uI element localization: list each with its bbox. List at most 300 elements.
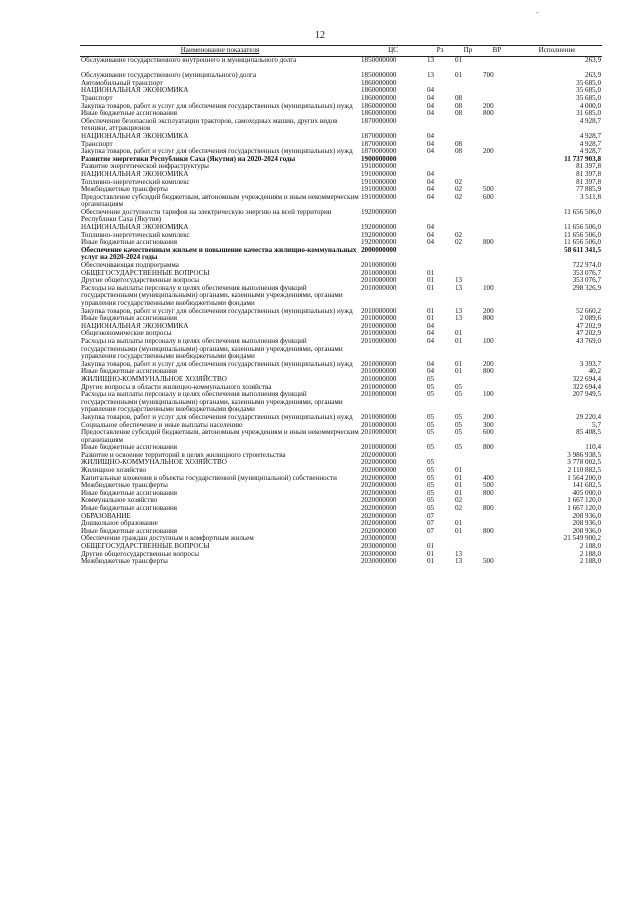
cell-sum: 353 076,7 — [572, 268, 601, 277]
cell-vr: 200 — [483, 306, 494, 315]
cell-pr — [454, 535, 482, 543]
table-body — [80, 56, 602, 566]
cell-sum: 11 656 506,0 — [564, 230, 601, 239]
corner-mark: - — [536, 8, 539, 17]
cell-name: Иные бюджетные ассигнования — [81, 526, 178, 535]
header-rz: Рз — [426, 46, 454, 57]
cell-pr: 01 — [455, 466, 463, 475]
cell-cs: 2020000000 — [361, 526, 397, 535]
cell-cs: 2010000000 — [361, 412, 397, 421]
cell-sum: 207 949,5 — [572, 390, 601, 399]
cell-name: Развитие энергетики Республики Саха (Якутия) на 2020-2024 годы — [81, 154, 296, 163]
cell-name: Другие вопросы в области жилищно-коммунального хозяйства — [81, 382, 272, 391]
cell-cs: 1910000000 — [361, 192, 397, 201]
table-row — [80, 118, 602, 133]
cell-name: Жилищное хозяйство — [81, 466, 147, 475]
cell-cs: 2010000000 — [361, 283, 397, 292]
cell-pr — [454, 247, 482, 262]
cell-sum: 35 685,0 — [576, 86, 601, 95]
cell-sum: 11 656 506,0 — [564, 223, 601, 232]
cell-pr — [454, 118, 482, 133]
cell-cs: 2010000000 — [361, 329, 397, 338]
cell-pr: 01 — [455, 329, 463, 338]
cell-cs: 2020000000 — [361, 504, 397, 513]
cell-pr: 05 — [455, 412, 463, 421]
cell-sum: 47 202,9 — [576, 321, 601, 330]
cell-vr — [482, 459, 512, 467]
cell-cs: 2030000000 — [361, 534, 397, 543]
table-row — [80, 133, 602, 141]
cell-pr — [454, 156, 482, 164]
budget-table — [80, 45, 602, 566]
table-row — [80, 87, 602, 95]
cell-vr — [482, 87, 512, 95]
cell-cs: 2020000000 — [361, 496, 397, 505]
cell-name: Закупка товаров, работ и услуг для обеспечения государственных (муниципальных) нужд — [81, 101, 353, 110]
cell-name: НАЦИОНАЛЬНАЯ ЭКОНОМИКА — [81, 321, 189, 330]
cell-name: Обеспечивающая подпрограмма — [81, 261, 179, 270]
cell-vr: 800 — [483, 314, 494, 323]
cell-sum: 263,9 — [585, 55, 601, 64]
cell-sum: 208 936,0 — [572, 526, 601, 535]
cell-sum: 58 611 341,5 — [564, 245, 601, 254]
cell-cs: 1920000000 — [361, 238, 397, 247]
cell-rz — [426, 209, 454, 224]
cell-pr: 08 — [455, 109, 463, 118]
table-row — [80, 338, 602, 361]
cell-vr — [482, 133, 512, 141]
cell-sum: 405 000,0 — [572, 488, 601, 497]
cell-pr: 05 — [455, 428, 463, 437]
cell-sum: 4 928,7 — [579, 131, 601, 140]
cell-vr: 200 — [483, 147, 494, 156]
cell-rz: 04 — [427, 109, 435, 118]
cell-cs: 1870000000 — [361, 147, 397, 156]
cell-vr — [482, 452, 512, 460]
cell-vr — [482, 156, 512, 164]
cell-vr: 500 — [483, 185, 494, 194]
cell-sum: 5,7 — [592, 420, 601, 429]
cell-vr: 800 — [483, 504, 494, 513]
cell-sum: 35 685,0 — [576, 93, 601, 102]
cell-sum: 3 778 002,5 — [567, 458, 601, 467]
cell-sum: 81 397,8 — [576, 162, 601, 171]
cell-name: Закупка товаров, работ и услуг для обеспечения государственных (муниципальных) нужд — [81, 306, 353, 315]
cell-cs: 1910000000 — [361, 177, 397, 186]
cell-rz: 04 — [427, 367, 435, 376]
cell-sum: 353 076,7 — [572, 276, 601, 285]
cell-name: Иные бюджетные ассигнования — [81, 238, 178, 247]
cell-vr: 100 — [483, 390, 494, 399]
cell-pr: 08 — [455, 101, 463, 110]
cell-pr: 13 — [455, 283, 463, 292]
cell-cs: 2020000000 — [361, 511, 397, 520]
cell-pr — [454, 262, 482, 270]
cell-vr: 800 — [483, 443, 494, 452]
cell-rz: 01 — [427, 276, 435, 285]
cell-vr — [482, 80, 512, 88]
cell-name: НАЦИОНАЛЬНАЯ ЭКОНОМИКА — [81, 223, 189, 232]
cell-rz: 04 — [427, 139, 435, 148]
cell-pr: 02 — [455, 496, 463, 505]
cell-sum: 81 397,8 — [576, 169, 601, 178]
cell-name: Обеспечение качественным жильем и повышение качества жилищно-коммунальных услуг на 2020-2024 годы — [81, 245, 357, 262]
cell-name: Топливно-энергетический комплекс — [81, 230, 190, 239]
cell-sum: 2 110 882,5 — [567, 466, 601, 475]
cell-pr: 08 — [455, 139, 463, 148]
cell-name: Топливно-энергетический комплекс — [81, 177, 190, 186]
cell-pr: 01 — [455, 526, 463, 535]
cell-sum: 2 188,0 — [579, 549, 601, 558]
cell-cs: 2010000000 — [361, 382, 397, 391]
cell-name: НАЦИОНАЛЬНАЯ ЭКОНОМИКА — [81, 131, 189, 140]
cell-name: Закупка товаров, работ и услуг для обеспечения государственных (муниципальных) нужд — [81, 147, 353, 156]
header-cs: ЦС — [360, 46, 426, 57]
cell-cs: 1870000000 — [361, 131, 397, 140]
cell-cs: 1860000000 — [361, 101, 397, 110]
cell-cs: 2010000000 — [361, 261, 397, 270]
cell-rz: 13 — [427, 71, 435, 80]
cell-vr — [482, 209, 512, 224]
cell-cs: 2020000000 — [361, 466, 397, 475]
cell-cs: 2010000000 — [361, 428, 397, 437]
cell-rz: 05 — [427, 390, 435, 399]
cell-sum: 722 974,0 — [572, 261, 601, 270]
cell-vr — [482, 247, 512, 262]
cell-cs: 2020000000 — [361, 519, 397, 528]
cell-pr: 13 — [455, 306, 463, 315]
table-row — [80, 505, 602, 513]
cell-rz: 04 — [427, 86, 435, 95]
cell-name: ОБЩЕГОСУДАРСТВЕННЫЕ ВОПРОСЫ — [81, 268, 210, 277]
cell-vr — [482, 323, 512, 331]
table-row — [80, 459, 602, 467]
cell-rz: 04 — [427, 329, 435, 338]
cell-sum: 263,9 — [585, 71, 601, 80]
cell-vr: 800 — [483, 109, 494, 118]
cell-vr: 100 — [483, 283, 494, 292]
cell-name: Межбюджетные трансферты — [81, 185, 168, 194]
cell-name: ЖИЛИЩНО-КОММУНАЛЬНОЕ ХОЗЯЙСТВО — [81, 458, 227, 467]
cell-rz: 07 — [427, 511, 435, 520]
cell-rz: 04 — [427, 185, 435, 194]
cell-rz: 07 — [427, 526, 435, 535]
cell-rz: 05 — [427, 428, 435, 437]
cell-sum: 21 549 900,2 — [563, 534, 601, 543]
cell-cs: 2000000000 — [361, 245, 397, 254]
cell-pr: 08 — [455, 147, 463, 156]
cell-cs: 2020000000 — [361, 458, 397, 467]
cell-cs: 2020000000 — [361, 450, 397, 459]
cell-sum: 77 885,9 — [576, 185, 601, 194]
cell-pr — [454, 80, 482, 88]
table-row — [80, 490, 602, 498]
table-row — [80, 56, 602, 64]
cell-rz: 05 — [427, 374, 435, 383]
cell-rz: 04 — [427, 230, 435, 239]
cell-pr: 02 — [455, 504, 463, 513]
cell-cs: 1860000000 — [361, 93, 397, 102]
table-row — [80, 209, 602, 224]
cell-name: Социальное обеспечение и иные выплаты населению — [81, 420, 243, 429]
cell-vr — [482, 262, 512, 270]
cell-rz: 05 — [427, 458, 435, 467]
cell-sum: 2 188,0 — [579, 557, 601, 566]
cell-name: Иные бюджетные ассигнования — [81, 504, 178, 513]
cell-pr: 13 — [455, 314, 463, 323]
cell-pr: 05 — [455, 382, 463, 391]
table-row — [80, 285, 602, 308]
cell-name: Обеспечение граждан доступным и комфортным жильем — [81, 534, 254, 543]
cell-vr: 800 — [483, 488, 494, 497]
cell-sum: 4 928,7 — [579, 116, 601, 125]
cell-sum: 2 089,6 — [579, 314, 601, 323]
cell-name: Транспорт — [81, 139, 113, 148]
cell-cs: 2010000000 — [361, 367, 397, 376]
cell-name: ОБЩЕГОСУДАРСТВЕННЫЕ ВОПРОСЫ — [81, 542, 210, 550]
cell-name: Автомобильный транспорт — [81, 78, 163, 87]
cell-rz: 13 — [427, 55, 435, 64]
cell-name: Иные бюджетные ассигнования — [81, 443, 178, 452]
cell-cs: 1910000000 — [361, 169, 397, 178]
table-row — [80, 247, 602, 262]
cell-pr — [454, 163, 482, 171]
cell-rz — [426, 118, 454, 133]
cell-vr — [482, 118, 512, 133]
cell-sum: 29 220,4 — [576, 412, 601, 421]
cell-sum: 11 656 506,0 — [564, 238, 601, 247]
cell-pr: 05 — [455, 390, 463, 399]
cell-pr: 02 — [455, 192, 463, 201]
cell-rz: 05 — [427, 496, 435, 505]
cell-name: Другие общегосударственные вопросы — [81, 549, 199, 558]
cell-cs: 2020000000 — [361, 481, 397, 490]
cell-sum: 47 202,9 — [576, 329, 601, 338]
cell-sum: 110,4 — [585, 443, 601, 452]
cell-vr: 600 — [483, 428, 494, 437]
cell-cs: 2010000000 — [361, 390, 397, 399]
cell-sum: 1 667 120,0 — [567, 504, 601, 513]
cell-rz: 04 — [427, 192, 435, 201]
cell-pr: 02 — [455, 238, 463, 247]
cell-name: Иные бюджетные ассигнования — [81, 109, 178, 118]
cell-rz: 01 — [427, 542, 435, 550]
cell-name: Предоставление субсидий бюджетным, автономным учреждениям и иным некоммерческим организациям — [81, 428, 359, 444]
cell-pr: 13 — [455, 557, 463, 566]
cell-name: Общеэкономические вопросы — [81, 329, 172, 338]
header-name: Наименование показателя — [80, 46, 360, 57]
cell-rz: 01 — [427, 557, 435, 566]
cell-name: Развитие энергетической инфраструктуры — [81, 162, 209, 171]
cell-name: Иные бюджетные ассигнования — [81, 367, 178, 376]
cell-vr — [482, 56, 512, 64]
cell-sum: 2 188,0 — [579, 542, 601, 550]
cell-rz: 05 — [427, 420, 435, 429]
cell-vr — [482, 270, 512, 278]
table-row — [80, 391, 602, 414]
cell-rz: 04 — [427, 177, 435, 186]
cell-sum: 3 511,8 — [579, 192, 601, 201]
cell-cs: 1920000000 — [361, 207, 397, 216]
cell-pr: 02 — [455, 230, 463, 239]
cell-pr: 01 — [455, 359, 463, 368]
cell-sum: 141 682,5 — [572, 481, 601, 490]
cell-name: НАЦИОНАЛЬНАЯ ЭКОНОМИКА — [81, 169, 189, 178]
cell-cs: 1850000000 — [361, 71, 397, 80]
cell-name: Межбюджетные трансферты — [81, 481, 168, 490]
cell-vr — [482, 224, 512, 232]
cell-rz: 05 — [427, 382, 435, 391]
cell-vr: 200 — [483, 359, 494, 368]
cell-cs: 2010000000 — [361, 306, 397, 315]
cell-rz: 04 — [427, 93, 435, 102]
cell-pr: 01 — [455, 336, 463, 345]
cell-sum: 4 000,0 — [579, 101, 601, 110]
cell-sum: 31 685,0 — [576, 109, 601, 118]
table-row — [80, 558, 602, 566]
cell-cs: 2010000000 — [361, 443, 397, 452]
cell-cs: 2010000000 — [361, 374, 397, 383]
cell-pr: 01 — [455, 367, 463, 376]
cell-name: Иные бюджетные ассигнования — [81, 314, 178, 323]
cell-vr: 400 — [483, 473, 494, 482]
cell-sum: 3 393,7 — [579, 359, 601, 368]
cell-rz: 04 — [427, 147, 435, 156]
cell-sum: 43 769,0 — [576, 336, 601, 345]
cell-sum: 1 564 200,0 — [567, 473, 601, 482]
cell-name: НАЦИОНАЛЬНАЯ ЭКОНОМИКА — [81, 86, 189, 95]
cell-rz: 01 — [427, 306, 435, 315]
cell-cs: 2030000000 — [361, 549, 397, 558]
cell-cs: 2010000000 — [361, 359, 397, 368]
cell-rz: 01 — [427, 283, 435, 292]
cell-rz: 04 — [427, 131, 435, 140]
cell-vr: 500 — [483, 557, 494, 566]
cell-rz: 07 — [427, 519, 435, 528]
cell-name: ЖИЛИЩНО-КОММУНАЛЬНОЕ ХОЗЯЙСТВО — [81, 374, 227, 383]
cell-pr — [454, 452, 482, 460]
cell-sum: 322 694,4 — [572, 382, 601, 391]
cell-vr: 800 — [483, 526, 494, 535]
cell-rz: 05 — [427, 466, 435, 475]
cell-cs: 1870000000 — [361, 139, 397, 148]
cell-rz: 05 — [427, 481, 435, 490]
cell-rz — [426, 247, 454, 262]
cell-cs: 2010000000 — [361, 314, 397, 323]
cell-rz: 05 — [427, 412, 435, 421]
cell-name: Дошкольное образование — [81, 519, 158, 528]
cell-cs: 2020000000 — [361, 473, 397, 482]
cell-sum: 11 656 506,0 — [564, 207, 601, 216]
cell-sum: 1 667 120,0 — [567, 496, 601, 505]
cell-sum: 4 928,7 — [579, 147, 601, 156]
cell-name: Капитальные вложения в объекты государственной (муниципальной) собственности — [81, 473, 337, 482]
cell-vr: 800 — [483, 367, 494, 376]
cell-cs: 1910000000 — [361, 185, 397, 194]
cell-pr: 01 — [455, 519, 463, 528]
cell-rz: 01 — [427, 314, 435, 323]
cell-rz — [426, 156, 454, 164]
cell-name: Обслуживание государственного (муниципального) долга — [81, 71, 257, 80]
cell-name: Развитие и освоение территорий в целях жилищного строительства — [81, 450, 286, 459]
cell-name: Другие общегосударственные вопросы — [81, 276, 199, 285]
cell-sum: 81 397,8 — [576, 177, 601, 186]
cell-vr — [482, 535, 512, 543]
cell-rz: 05 — [427, 443, 435, 452]
cell-sum: 40,2 — [588, 367, 601, 376]
cell-sum: 298 326,9 — [572, 283, 601, 292]
cell-rz: 05 — [427, 504, 435, 513]
cell-rz: 04 — [427, 101, 435, 110]
cell-cs: 1870000000 — [361, 116, 397, 125]
cell-sum: 11 737 903,8 — [564, 154, 601, 163]
cell-pr: 02 — [455, 177, 463, 186]
cell-name: Обслуживание государственного внутреннего и муниципального долга — [81, 55, 297, 64]
cell-vr: 700 — [483, 71, 494, 80]
cell-pr: 05 — [455, 420, 463, 429]
cell-pr: 01 — [455, 481, 463, 490]
cell-pr: 02 — [455, 185, 463, 194]
cell-cs: 2030000000 — [361, 542, 397, 550]
cell-sum: 208 936,0 — [572, 519, 601, 528]
cell-cs: 1860000000 — [361, 109, 397, 118]
cell-vr — [482, 171, 512, 179]
cell-vr — [482, 543, 512, 551]
cell-cs: 2010000000 — [361, 321, 397, 330]
cell-rz: 04 — [427, 321, 435, 330]
table-header-row — [80, 46, 602, 57]
cell-rz: 04 — [427, 169, 435, 178]
cell-name: Обеспечение доступности тарифов на электрическую энергию на всей территории Республики Саха (Якутия) — [81, 207, 332, 224]
cell-pr — [454, 209, 482, 224]
cell-vr: 500 — [483, 481, 494, 490]
cell-name: Иные бюджетные ассигнования — [81, 488, 178, 497]
cell-rz: 04 — [427, 359, 435, 368]
cell-pr: 01 — [455, 55, 463, 64]
header-sum: Исполнение — [512, 46, 602, 57]
cell-sum: 208 936,0 — [572, 511, 601, 520]
header-vr: ВР — [482, 46, 512, 57]
cell-pr: 05 — [455, 443, 463, 452]
cell-name: Обеспечение безопасной эксплуатации тракторов, самоходных машин, других видов техники, аттракционов — [81, 116, 338, 133]
cell-cs: 2010000000 — [361, 276, 397, 285]
cell-name: Транспорт — [81, 93, 113, 102]
cell-name: Межбюджетные трансферты — [81, 557, 168, 566]
cell-rz: 05 — [427, 488, 435, 497]
cell-cs: 1900000000 — [361, 154, 397, 163]
cell-sum: 85 408,5 — [576, 428, 601, 437]
cell-cs: 1920000000 — [361, 230, 397, 239]
cell-rz: 01 — [427, 549, 435, 558]
cell-pr: 08 — [455, 93, 463, 102]
cell-cs: 1920000000 — [361, 223, 397, 232]
cell-vr — [482, 376, 512, 384]
cell-cs: 2010000000 — [361, 336, 397, 345]
cell-cs: 2010000000 — [361, 420, 397, 429]
cell-sum: 3 986 938,5 — [567, 450, 601, 459]
cell-cs: 2030000000 — [361, 557, 397, 566]
cell-cs: 1860000000 — [361, 86, 397, 95]
cell-sum: 4 928,7 — [579, 139, 601, 148]
table-row — [80, 194, 602, 209]
page-number: 12 — [315, 30, 325, 41]
cell-vr: 200 — [483, 412, 494, 421]
cell-name: Закупка товаров, работ и услуг для обеспечения государственных (муниципальных) нужд — [81, 412, 353, 421]
cell-name: Расходы на выплаты персоналу в целях обеспечения выполнения функций государственными (муниципальными) органами, казенными учреждениями, органами управления государственными внебюджетными фондами — [81, 336, 343, 361]
cell-vr: 300 — [483, 420, 494, 429]
cell-sum: 35 685,0 — [576, 78, 601, 87]
cell-name: ОБРАЗОВАНИЕ — [81, 511, 131, 520]
